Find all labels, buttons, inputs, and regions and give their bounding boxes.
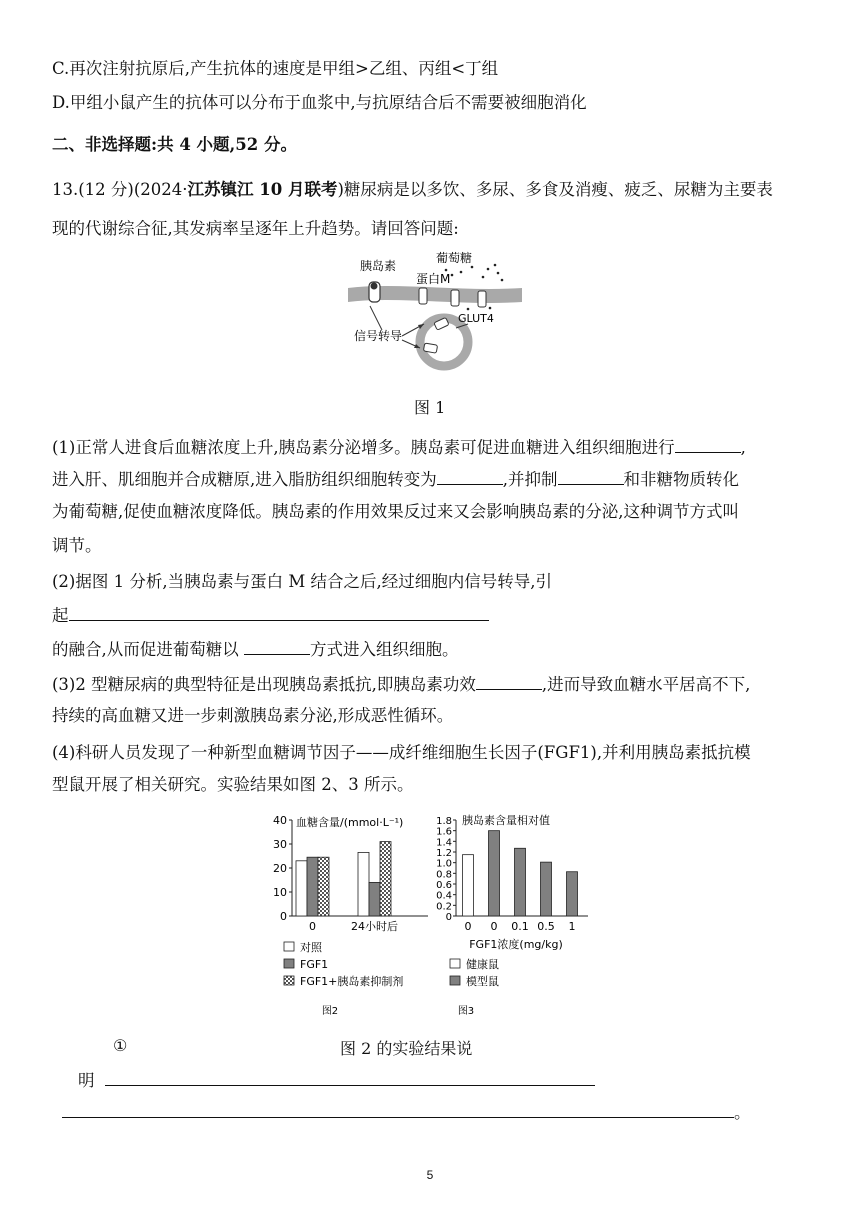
chart2-legend-swatch: [284, 942, 294, 951]
answer-blank-3[interactable]: [558, 467, 624, 485]
q13-intro-a: )糖尿病是以多饮、多尿、多食及消瘦、疲乏、尿糖为主要表: [337, 180, 773, 199]
p1-text-d: ,并抑制: [502, 470, 558, 489]
section-heading: 二、非选择题:共 4 小题,52 分。: [52, 135, 298, 154]
fig1-label-glut4: GLUT4: [458, 312, 494, 325]
chart3-legend-swatch: [450, 976, 460, 985]
p4-line2: 型鼠开展了相关研究。实验结果如图 2、3 所示。: [52, 775, 414, 794]
answer-blank-4[interactable]: [69, 603, 489, 621]
chart2-bar: [369, 882, 380, 916]
chart3-ytick-label: 1.4: [436, 837, 452, 849]
chart2-bar: [307, 857, 318, 916]
chart3-ytick-label: 1.2: [436, 848, 452, 859]
chart2-ytick-label: 30: [273, 838, 287, 851]
p1-text-a: (1)正常人进食后血糖浓度上升,胰岛素分泌增多。胰岛素可促进血糖进入组织细胞进行: [52, 438, 675, 457]
chart3-ytick-label: 0.4: [436, 890, 452, 902]
chart2-legend-label: FGF1: [300, 958, 329, 971]
chart2-xtick-label: 24小时后: [351, 920, 398, 933]
chart3-ytick-label: 1.6: [436, 826, 452, 838]
chart2-xtick-label: 0: [309, 920, 316, 933]
sub1-number: ①: [113, 1036, 128, 1055]
answer-blank-6[interactable]: [476, 672, 542, 690]
chart3-legend-swatch: [450, 959, 460, 968]
chart3-xtick-label: 1: [568, 920, 576, 933]
p2-text-a: 起: [52, 606, 69, 625]
p2-text-b: 的融合,从而促进葡萄糖以: [52, 640, 239, 659]
p1-line4: 调节。: [52, 536, 102, 555]
figures-2-3: [258, 808, 618, 1023]
chart3-ytick-label: 0.6: [436, 880, 452, 891]
p2-line2: [52, 603, 489, 627]
option-c: C.再次注射抗原后,产生抗体的速度是甲组>乙组、丙组<丁组: [52, 59, 499, 78]
q13-intro-line2: 现的代谢综合征,其发病率呈逐年上升趋势。请回答问题:: [52, 219, 459, 238]
p1-line3: 为葡萄糖,促使血糖浓度降低。胰岛素的作用效果反过来又会影响胰岛素的分泌,这种调节方式叫: [52, 502, 739, 521]
chart2-ylabel: 血糖含量/(mmol·L⁻¹): [296, 816, 404, 829]
fig1-label-insulin: 胰岛素: [360, 259, 397, 273]
chart2-ytick-label: 20: [273, 862, 287, 875]
chart2-bar: [380, 842, 391, 916]
p2-text-c: 方式进入组织细胞。: [310, 640, 459, 659]
chart2-ytick-label: 10: [273, 886, 287, 899]
chart3-legend-label: 健康鼠: [466, 958, 499, 971]
chart3-bar: [463, 855, 474, 916]
answer-blank-2[interactable]: [437, 467, 503, 485]
chart3-bar: [541, 862, 552, 916]
sub1-ming: 明: [78, 1071, 95, 1090]
p4-line1: (4)科研人员发现了一种新型血糖调节因子——成纤维细胞生长因子(FGF1),并利用胰岛素抵抗模: [52, 743, 751, 762]
chart3-bar: [515, 848, 526, 916]
chart3-xtick-label: 0.1: [511, 920, 529, 933]
chart3-ytick-label: 0: [445, 912, 452, 923]
chart3-bar: [489, 831, 500, 916]
fig1-label-protein-m: 蛋白M: [416, 272, 451, 286]
p1-text-c: 进入肝、肌细胞并合成糖原,进入脂肪组织细胞转变为: [52, 470, 437, 489]
option-d: D.甲组小鼠产生的抗体可以分布于血浆中,与抗原结合后不需要被细胞消化: [52, 93, 587, 112]
p1-text-b: ,: [740, 438, 746, 457]
chart3-ytick-label: 1.8: [436, 816, 452, 827]
chart3-xlabel: FGF1浓度(mg/kg): [469, 938, 563, 951]
q13-intro-line1: [52, 179, 773, 201]
chart-3: [436, 813, 588, 1017]
p3-text-b: ,进而导致血糖水平居高不下,: [541, 675, 751, 694]
p1-text-e: 和非糖物质转化: [623, 470, 739, 489]
chart3-bar: [567, 872, 578, 916]
chart2-caption: 图2: [321, 1006, 339, 1017]
chart-2: [273, 814, 428, 1017]
chart3-caption: 图3: [457, 1006, 475, 1017]
sub1-line3: [62, 1100, 751, 1124]
chart2-legend-swatch: [284, 959, 294, 968]
q13-source: 江苏镇江 10 月联考: [187, 180, 338, 199]
answer-blank-1[interactable]: [675, 435, 741, 453]
p3-line2: 持续的高血糖又进一步刺激胰岛素分泌,形成恶性循环。: [52, 706, 454, 725]
sub1-line2: [78, 1068, 595, 1092]
chart2-legend-label: FGF1+胰岛素抑制剂: [300, 975, 404, 988]
chart2-ytick-label: 0: [280, 910, 287, 923]
chart3-ylabel: 胰岛素含量相对值: [462, 814, 550, 827]
figure-1: [340, 250, 530, 375]
q13-number: 13.(12 分)(2024·: [52, 180, 188, 199]
chart3-ytick-label: 0.2: [436, 901, 452, 913]
chart2-bar: [318, 857, 329, 916]
chart2-legend-swatch: [284, 976, 294, 985]
chart3-legend-label: 模型鼠: [466, 975, 499, 988]
chart2-legend-label: 对照: [300, 941, 322, 954]
answer-blank-7[interactable]: [105, 1068, 595, 1086]
chart2-ytick-label: 40: [273, 814, 287, 827]
p1-line1: [52, 435, 746, 459]
chart3-xtick-label: 0.5: [537, 920, 555, 933]
p3-text-a: (3)2 型糖尿病的典型特征是出现胰岛素抵抗,即胰岛素功效: [52, 675, 476, 694]
fig1-label-signal: 信号转导: [354, 329, 403, 343]
p2-line3: [52, 637, 459, 661]
chart3-xtick-label: 0: [464, 920, 472, 933]
p3-line1: [52, 672, 750, 696]
answer-blank-5[interactable]: [244, 637, 310, 655]
p2-line1: (2)据图 1 分析,当胰岛素与蛋白 M 结合之后,经过细胞内信号转导,引: [52, 572, 552, 591]
chart3-ytick-label: 0.8: [436, 869, 452, 881]
sub1-period: 。: [734, 1103, 751, 1122]
chart3-ytick-label: 1.0: [436, 858, 452, 870]
sub1-text: 图 2 的实验结果说: [340, 1039, 473, 1058]
figure-1-caption: 图 1: [414, 398, 446, 417]
page-number: 5: [426, 1168, 434, 1182]
chart2-bar: [358, 852, 369, 916]
p1-line2: [52, 467, 739, 491]
fig1-label-glucose: 葡萄糖: [436, 251, 473, 265]
chart2-bar: [296, 861, 307, 916]
chart3-xtick-label: 0: [490, 920, 498, 933]
answer-blank-8[interactable]: [62, 1100, 734, 1118]
